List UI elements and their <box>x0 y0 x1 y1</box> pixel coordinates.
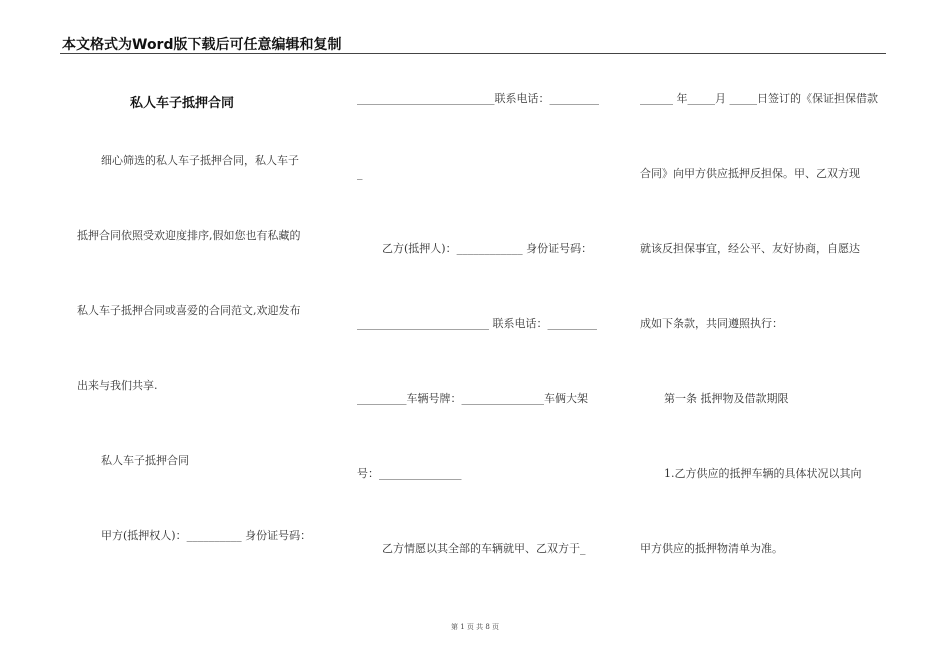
paragraph-line: _________车辆号牌：_______________车俩大架 <box>357 392 588 405</box>
section-heading: 第一条 抵押物及借款期限 <box>664 392 789 405</box>
document-title: 私人车子抵押合同 <box>130 96 235 111</box>
paragraph-line: 甲方供应的抵押物清单为准。 <box>640 542 783 555</box>
header-divider <box>60 53 886 54</box>
paragraph-line: 细心筛选的私人车子抵押合同，私人车子 <box>101 154 299 167</box>
paragraph-line: 就该反担保事宜，经公平、友好协商，自愿达 <box>640 242 860 255</box>
paragraph-line: ______ 年_____月 _____日签订的《保证担保借款 <box>640 92 878 105</box>
paragraph-line: 甲方(抵押权人)：__________ 身份证号码： <box>101 529 312 542</box>
paragraph-line: 抵押合同依照受欢迎度排序,假如您也有私藏的 <box>77 229 301 242</box>
paragraph-line: 出来与我们共享. <box>77 379 158 392</box>
paragraph-line: ________________________ 联系电话：_________ <box>357 317 597 330</box>
paragraph-line: _ <box>357 167 363 180</box>
paragraph-line: 号：_______________ <box>357 467 462 480</box>
paragraph-line: 私人车子抵押合同 <box>101 454 189 467</box>
paragraph-line: 乙方情愿以其全部的车辆就甲、乙双方于_ <box>382 542 586 555</box>
paragraph-line: _________________________联系电话：_________ <box>357 92 599 105</box>
paragraph-line: 合同》向甲方供应抵押反担保。甲、乙双方现 <box>640 167 860 180</box>
document-header: 本文格式为Word版下载后可任意编辑和复制 <box>62 37 342 53</box>
paragraph-line: 私人车子抵押合同或喜爱的合同范文,欢迎发布 <box>77 304 301 317</box>
page-number: 第 1 页 共 8 页 <box>450 623 500 631</box>
paragraph-line: 成如下条款，共同遵照执行： <box>640 317 783 330</box>
paragraph-line: 1.乙方供应的抵押车辆的具体状况以其向 <box>664 467 862 480</box>
paragraph-line: 乙方(抵押人)：____________ 身份证号码： <box>382 242 593 255</box>
